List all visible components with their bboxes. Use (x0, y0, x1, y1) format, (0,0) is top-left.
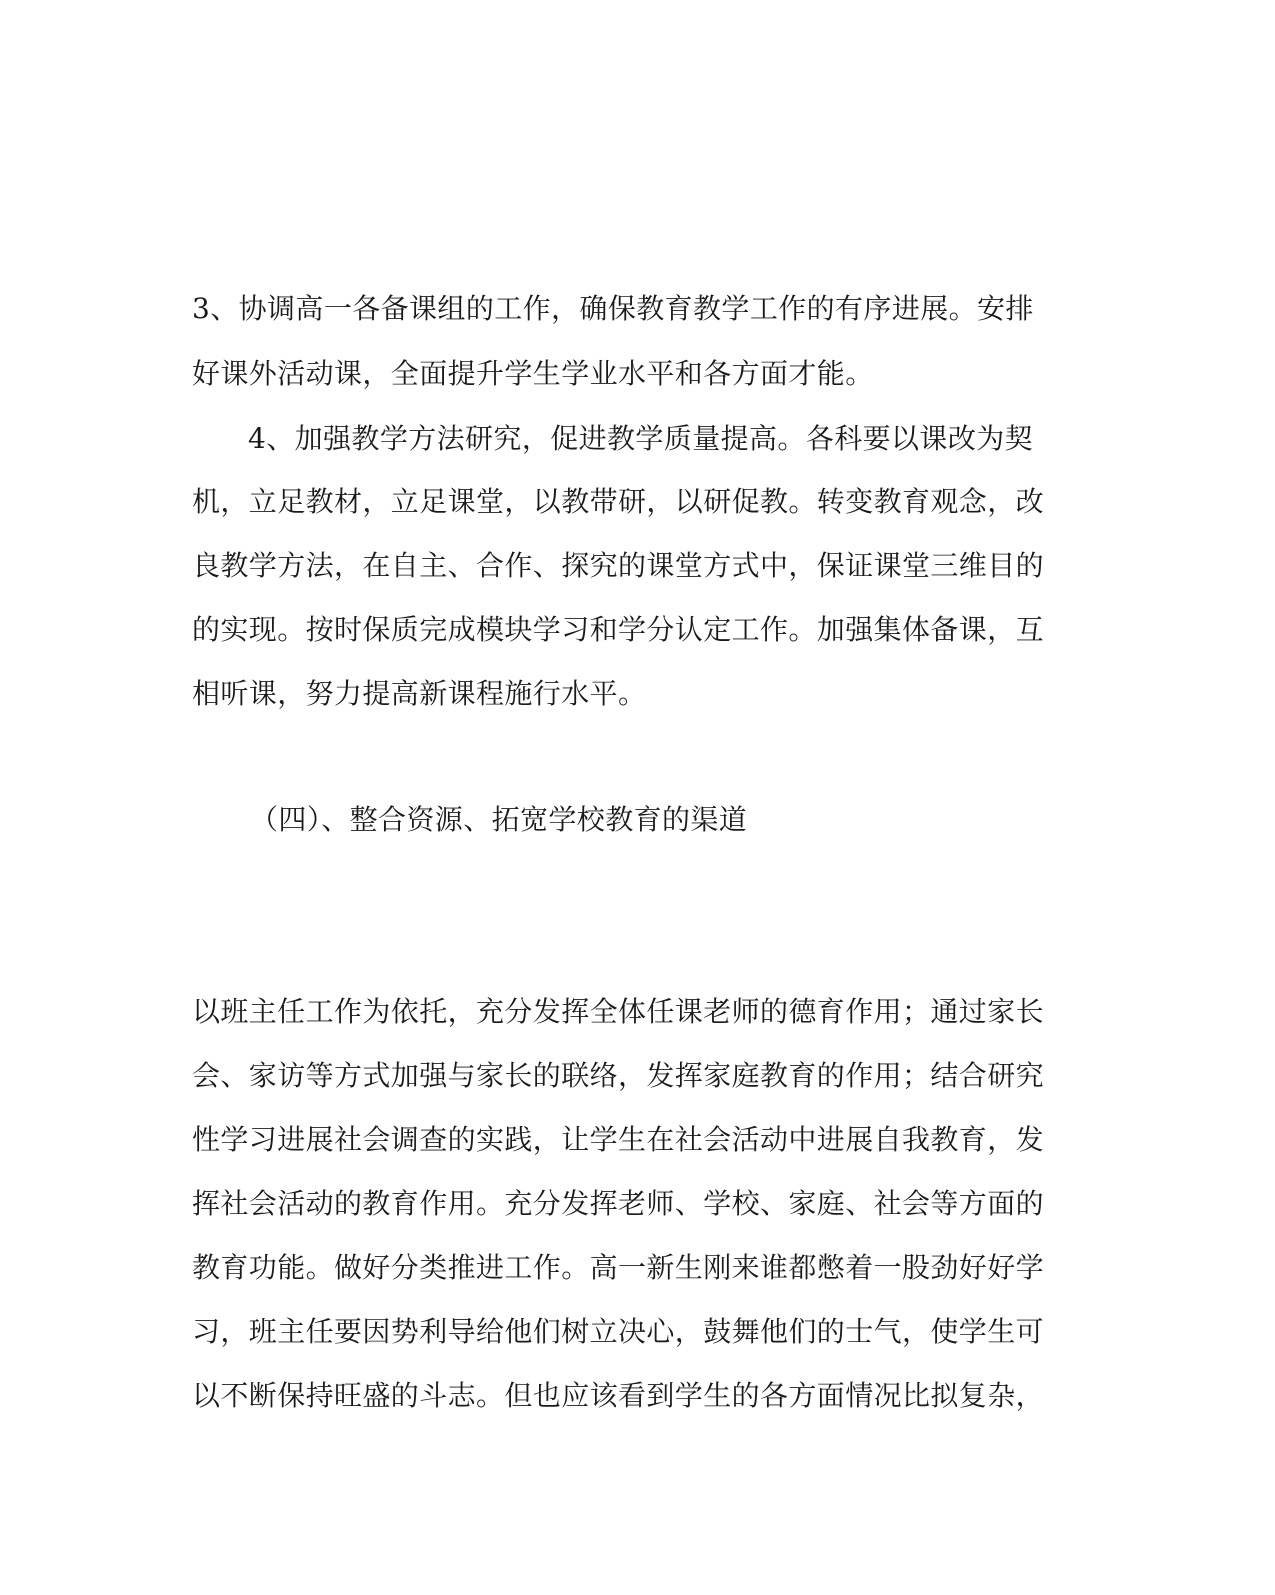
paragraph-4-line-1: 4、加强教学方法研究，促进教学质量提高。各科要以课改为契 (248, 422, 1034, 455)
body-line-2: 会、家访等方式加强与家长的联络，发挥家庭教育的作用；结合研究 (192, 1059, 1045, 1092)
paragraph-4-line-4: 的实现。按时保质完成模块学习和学分认定工作。加强集体备课，互 (192, 613, 1045, 646)
body-line-4: 挥社会活动的教育作用。充分发挥老师、学校、家庭、社会等方面的 (192, 1187, 1045, 1220)
paragraph-4-line-3: 良教学方法，在自主、合作、探究的课堂方式中，保证课堂三维目的 (192, 549, 1045, 582)
paragraph-4-line-2: 机，立足教材，立足课堂，以教带研，以研促教。转变教育观念，改 (192, 485, 1045, 518)
section-heading: （四）、整合资源、拓宽学校教育的渠道 (250, 803, 748, 836)
body-line-5: 教育功能。做好分类推进工作。高一新生刚来谁都憋着一股劲好好学 (192, 1251, 1045, 1284)
paragraph-3-line-1: 3、协调高一各备课组的工作，确保教育教学工作的有序进展。安排 (192, 292, 1034, 325)
body-line-3: 性学习进展社会调查的实践，让学生在社会活动中进展自我教育，发 (192, 1123, 1045, 1156)
paragraph-4-line-5: 相听课，努力提高新课程施行水平。 (192, 677, 647, 710)
body-line-1: 以班主任工作为依托，充分发挥全体任课老师的德育作用；通过家长 (192, 995, 1045, 1028)
body-line-6: 习，班主任要因势利导给他们树立决心，鼓舞他们的士气，使学生可 (192, 1315, 1045, 1348)
paragraph-3-line-2: 好课外活动课，全面提升学生学业水平和各方面才能。 (192, 357, 874, 390)
body-line-7: 以不断保持旺盛的斗志。但也应该看到学生的各方面情况比拟复杂， (192, 1379, 1045, 1412)
